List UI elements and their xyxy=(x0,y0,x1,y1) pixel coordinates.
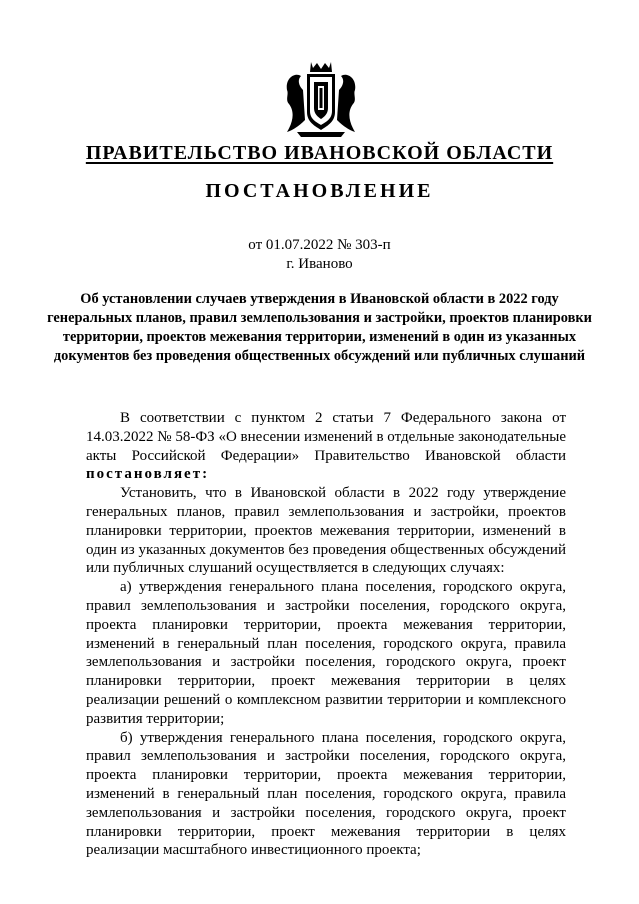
coat-of-arms-icon xyxy=(283,60,359,138)
city: г. Иваново xyxy=(286,256,353,272)
main-paragraph: Установить, что в Ивановской области в 2022 году утверждение генеральных планов, правил землепользования и застройки, проектов планировки территории, проектов межевания территории, изменений в один из указанных документов без проведения общественных обсуждений или публичных слушаний осуществляется в следующих случаях: xyxy=(86,485,566,577)
date-number: от 01.07.2022 № 303-п xyxy=(248,237,391,253)
preamble-paragraph xyxy=(86,409,566,484)
decrees-word: постановляет: xyxy=(86,466,210,483)
item-a: а) утверждения генерального плана поселения, городского округа, правил землепользования и застройки поселения, городского округа, проекта планировки территории, проекта межевания территории, изменений в генеральный план поселения, городского округа, правила землепользования и застройки поселения, городского округа, проект планировки территории, проект межевания территории в целях реализации решений о комплексном развитии территории и комплексного развития территории; xyxy=(86,579,566,727)
item-b: б) утверждения генерального плана поселения, городского округа, правил землепользования и застройки поселения, городского округа, проекта планировки территории, проекта межевания территории, изменений в генеральный план поселения, городского округа, правила землепользования и застройки поселения, городского округа, проект планировки территории, проект межевания территории в целях реализации масштабного инвестиционного проекта; xyxy=(86,729,566,859)
document-body xyxy=(86,409,566,860)
government-name: ПРАВИТЕЛЬСТВО ИВАНОВСКОЙ ОБЛАСТИ xyxy=(85,142,554,164)
document-title: Об установлении случаев утверждения в Ивановской области в 2022 году генеральных планов, правил землепользования и застройки, проектов планировки территории, проектов межевания территории, изменений в один из указанных документов без проведения общественных обсуждений или публичных слушаний xyxy=(47,291,592,364)
preamble-text: В соответствии с пунктом 2 статьи 7 Федерального закона от 14.03.2022 № 58-ФЗ «О внесении изменений в отдельные законодательные акты Российской Федерации» Правительство Ивановской области xyxy=(86,410,566,464)
document-type: ПОСТАНОВЛЕНИЕ xyxy=(205,180,434,202)
